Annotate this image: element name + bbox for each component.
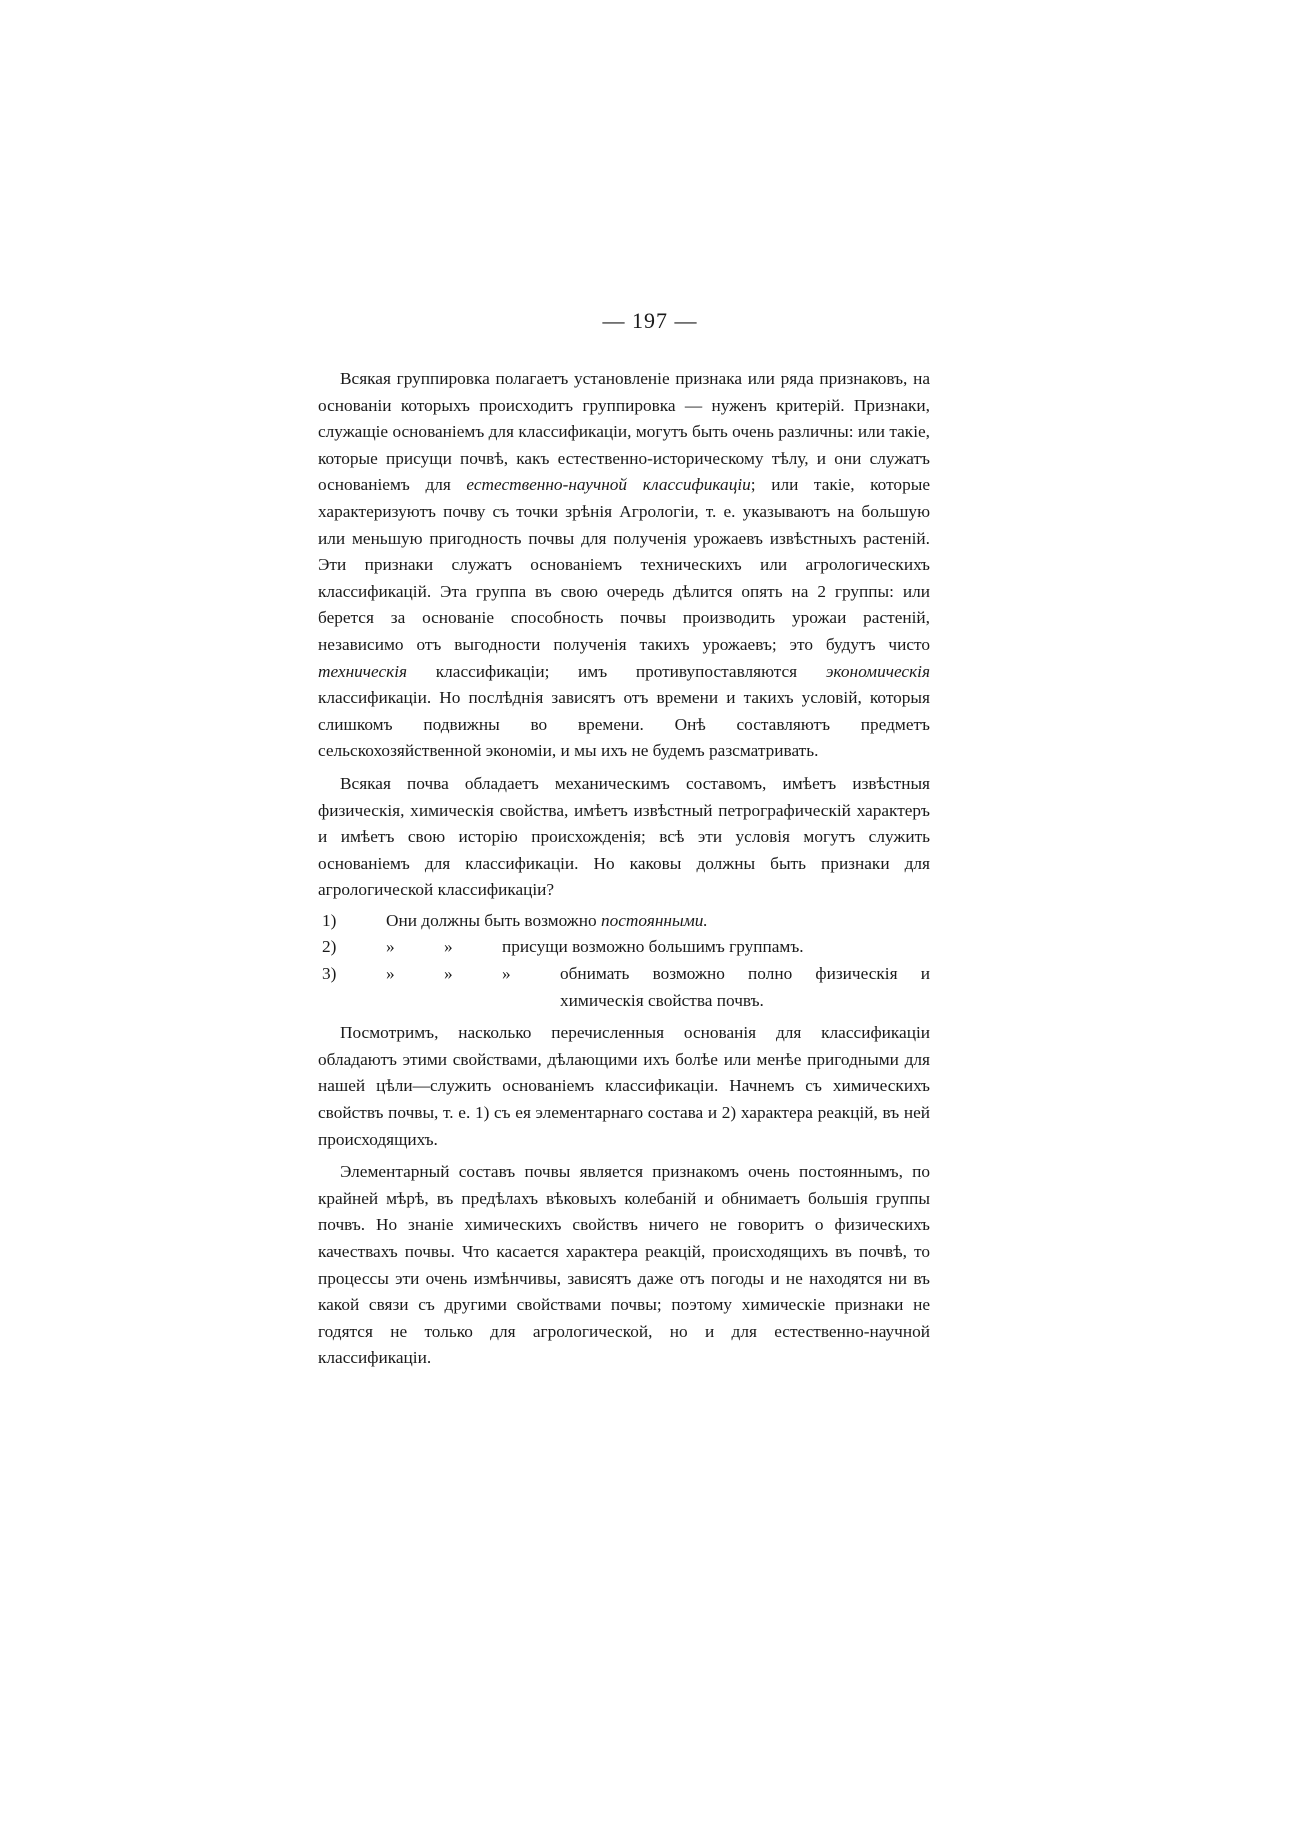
ditto-mark: » bbox=[502, 964, 511, 984]
page-number: — 197 — bbox=[602, 308, 698, 333]
list-item bbox=[318, 934, 930, 961]
ditto-mark: » bbox=[444, 937, 453, 957]
text-run: Они должны быть возможно bbox=[386, 910, 601, 930]
italic-term-economic: экономическія bbox=[825, 661, 930, 681]
body-text bbox=[318, 366, 930, 1372]
text-run: Всякая почва обладаетъ механическимъ составомъ, имѣетъ извѣстныя физическія, химическія свойства, имѣетъ извѣстный петрографическій характеръ и имѣетъ свою исторію происхожденія; всѣ эти условія могутъ служить основаніемъ для классификаціи. Но каковы должны быть признаки для агрологической классификаціи? bbox=[318, 773, 930, 900]
list-item bbox=[318, 908, 930, 935]
list-number: 3) bbox=[322, 964, 337, 984]
paragraph-soil-properties bbox=[318, 771, 930, 904]
list-number: 1) bbox=[322, 910, 337, 930]
list-item-text bbox=[386, 908, 930, 935]
ditto-mark: » bbox=[386, 937, 395, 957]
list-item-text: обнимать возможно полно физическія и химическія свойства почвъ. bbox=[560, 964, 930, 1010]
requirements-list bbox=[318, 908, 930, 1014]
text-run: Всякая группировка полагаетъ установленіе признака или ряда признаковъ, на основаніи которыхъ происходитъ группировка — нуженъ критерій. Признаки, служащіе основаніемъ для классификаціи, могутъ быть очень различны: или такіе, которые присущи почвѣ, какъ естественно-историческому тѣлу, и они служатъ основаніемъ для bbox=[318, 369, 930, 495]
italic-term-constant: постоянными. bbox=[600, 910, 708, 930]
text-run: классификаціи. Но послѣднія зависятъ отъ времени и такихъ условій, которыя слишкомъ подвижны во времени. Онѣ составляютъ предметъ сельскохозяйственной экономіи, и мы ихъ не будемъ разсматривать. bbox=[318, 688, 930, 761]
italic-term-technical: техническія bbox=[318, 661, 408, 681]
list-number: 2) bbox=[322, 937, 337, 957]
ditto-mark: » bbox=[444, 964, 453, 984]
paragraph-grouping-criteria bbox=[318, 366, 930, 765]
ditto-mark: » bbox=[386, 964, 395, 984]
list-item-text: присущи возможно большимъ группамъ. bbox=[502, 937, 804, 957]
list-item bbox=[318, 961, 930, 1014]
paragraph-evaluation: Посмотримъ, насколько перечисленныя основанія для классификаціи обладаютъ этими свойствами, дѣлающими ихъ болѣе или менѣе пригодными для нашей цѣли—служить основаніемъ классификаціи. Начнемъ съ химическихъ свойствъ почвы, т. е. 1) съ ея элементарнаго состава и 2) характера реакцій, въ ней происходящихъ. bbox=[318, 1023, 930, 1149]
paragraph-elemental-composition: Элементарный составъ почвы является признакомъ очень постояннымъ, по крайней мѣрѣ, въ предѣлахъ вѣковыхъ колебаній и обнимаетъ большія группы почвъ. Но знаніе химическихъ свойствъ ничего не говоритъ о физическихъ качествахъ почвы. Что касается характера реакцій, происходящихъ въ почвѣ, то процессы эти очень измѣнчивы, зависятъ даже отъ погоды и не находятся ни въ какой связи съ другими свойствами почвы; поэтому химическіе признаки не годятся не только для агрологической, но и для естественно-научной классификаціи. bbox=[318, 1162, 930, 1368]
italic-term-natural-scientific: естественно-научной классификаціи bbox=[466, 475, 751, 495]
text-run: классификаціи; имъ противупоставляются bbox=[407, 661, 826, 681]
text-run: ; или такіе, которые характеризуютъ почву съ точки зрѣнія Агрологіи, т. е. указываютъ на большую или меньшую пригодность почвы для полученія урожаевъ извѣстныхъ растеній. Эти признаки служатъ основаніемъ техническихъ или агрологическихъ классификацій. Эта группа въ свою очередь дѣлится опять на 2 группы: или берется за основаніе способность почвы производить урожаи растеній, независимо отъ выгодности полученія такихъ урожаевъ; это будутъ чисто bbox=[318, 475, 930, 654]
